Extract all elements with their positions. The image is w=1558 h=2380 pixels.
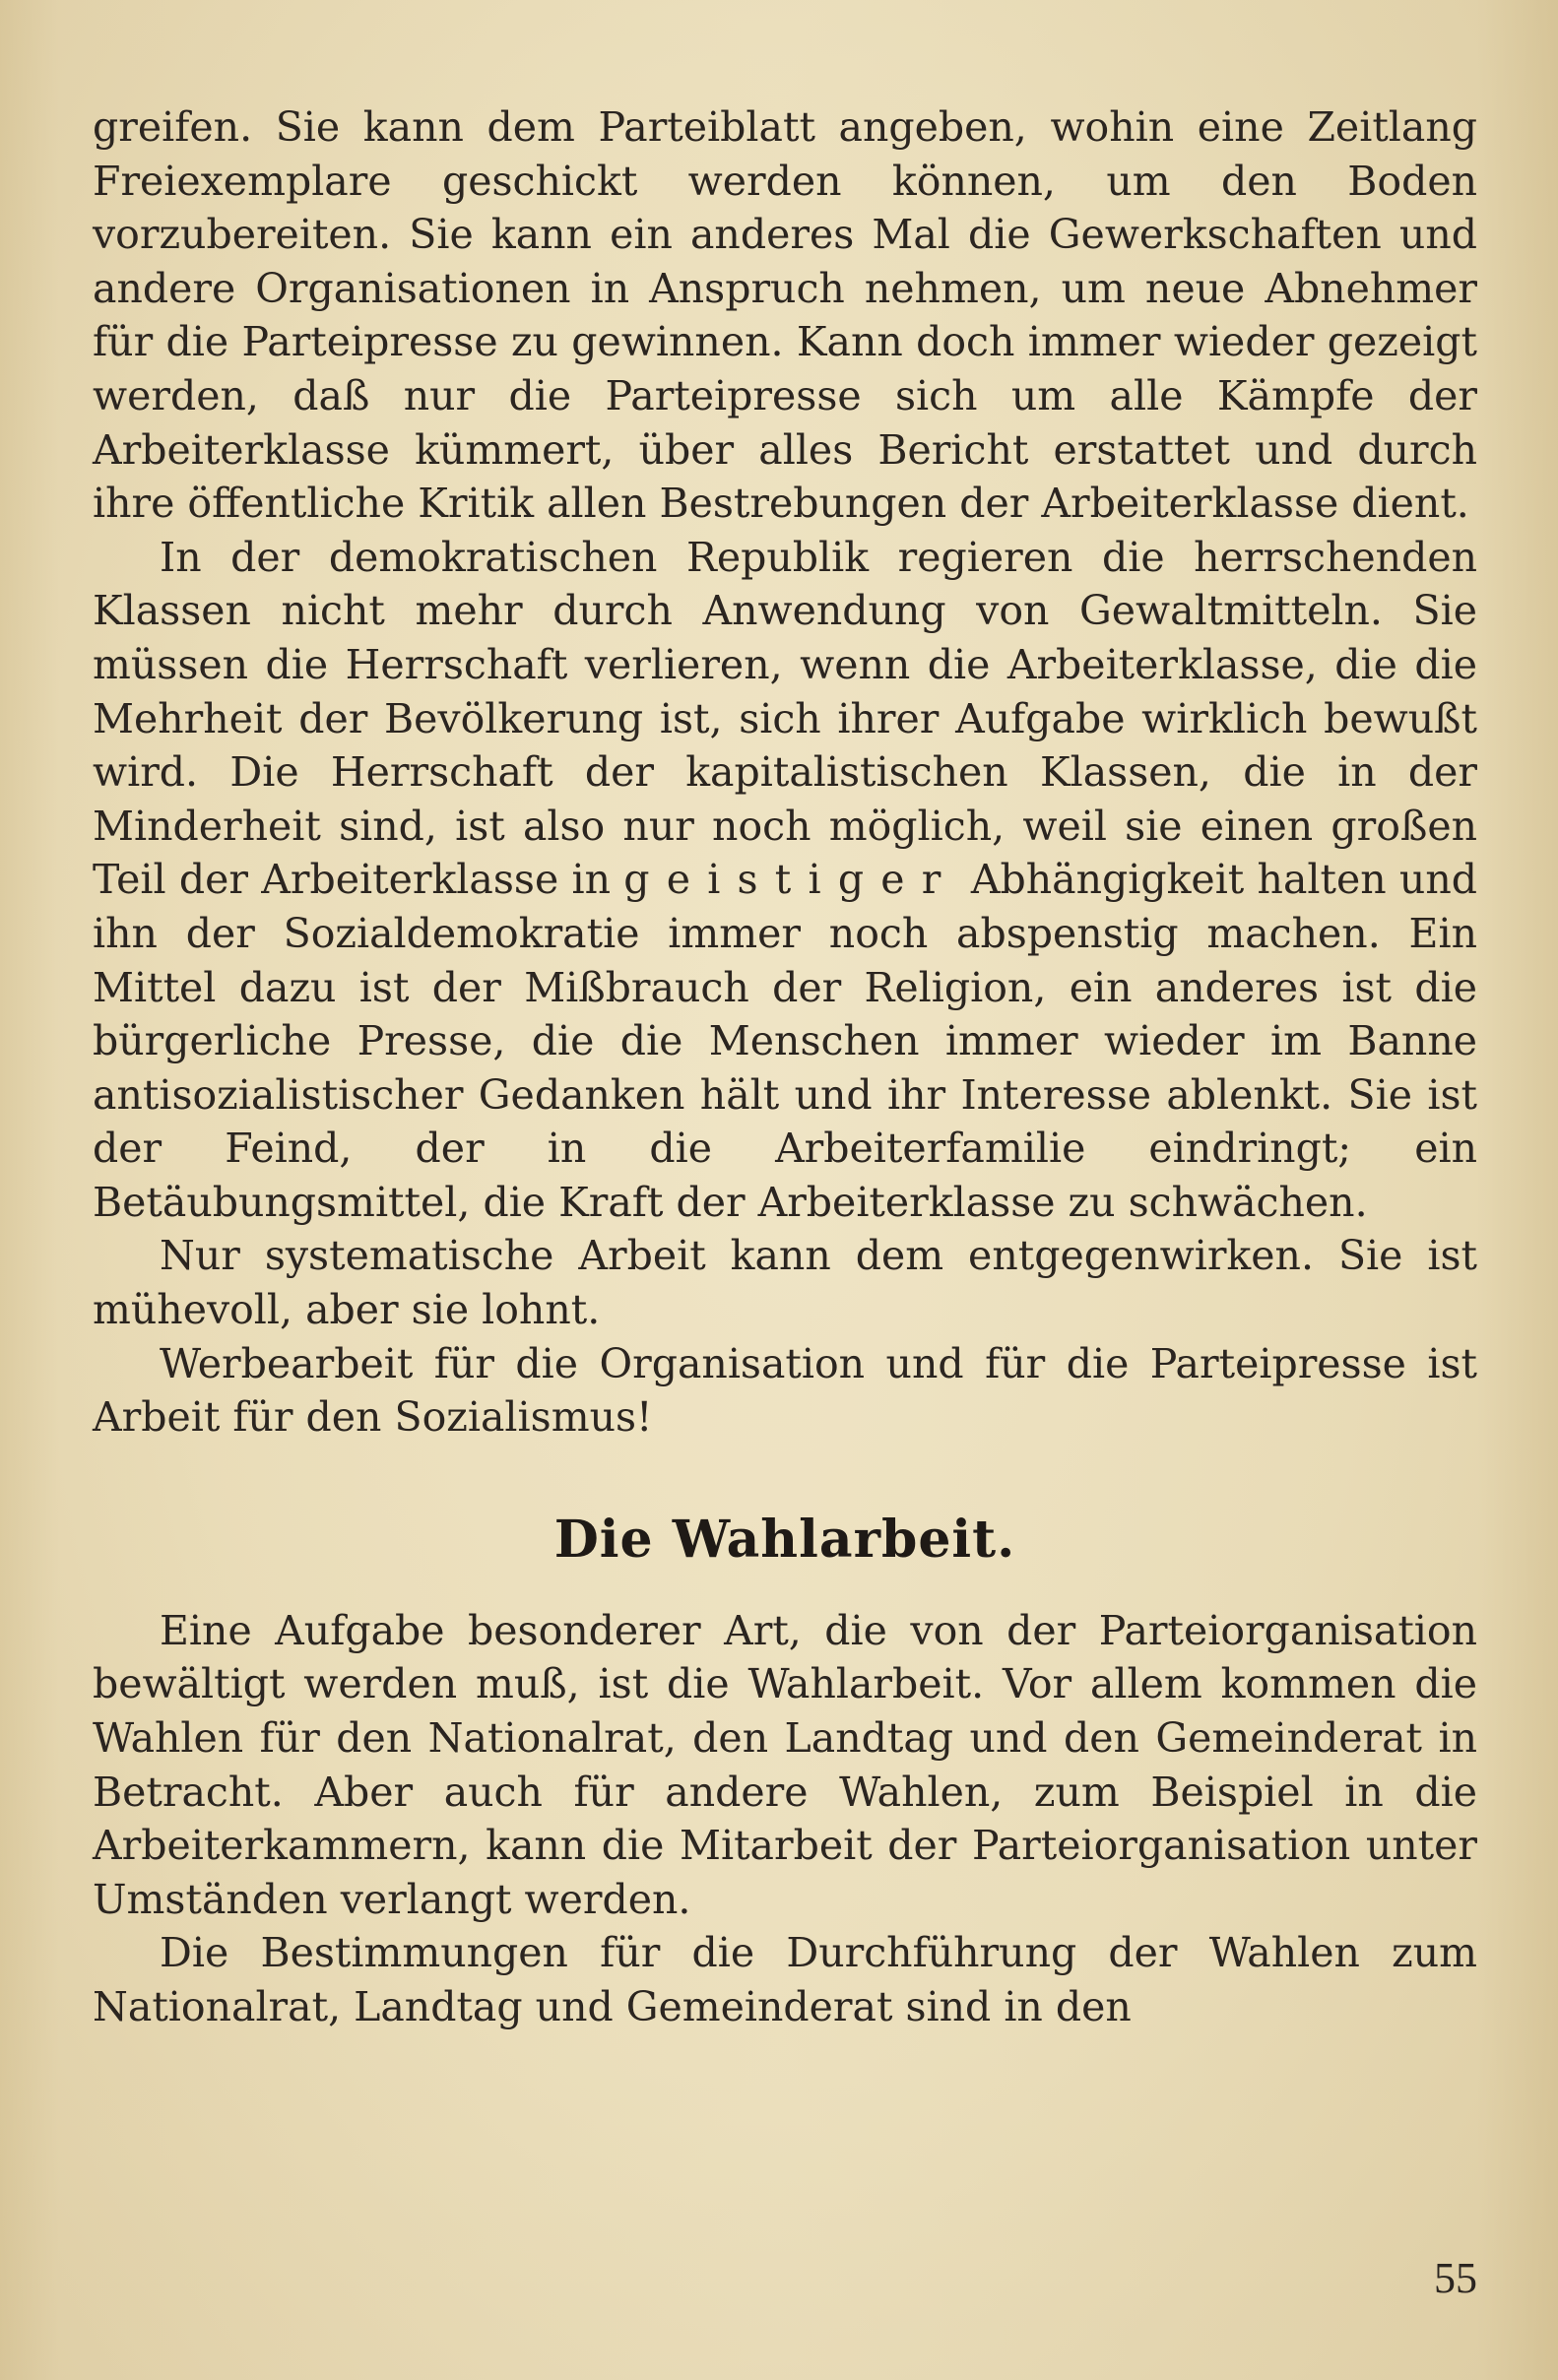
paragraph-systematic-work: Nur systematische Arbeit kann dem entgegenwirken. Sie ist mühevoll, aber sie lohnt.	[93, 1232, 1477, 1334]
emphasis-geistiger: geistiger	[623, 856, 958, 904]
paragraph-republic-part2: Abhängigkeit halten und ihn der Sozialdemokratie immer noch abspenstig machen. Ein Mittel dazu ist der Mißbrauch der Religion, ein anderes ist die bürgerliche Presse, die die Menschen immer wieder im Banne antisozialistischer Gedanken hält und ihr Interesse ablenkt. Sie ist der Feind, der in die Arbeiterfamilie eindringt; ein Betäubungsmittel, die Kraft der Arbeiterklasse zu schwächen.	[93, 856, 1477, 1226]
paragraph-bestimmungen: Die Bestimmungen für die Durchführung der Wahlen zum Nationalrat, Landtag und Gemeinderat sind in den	[93, 1929, 1477, 2030]
page-number: 55	[1434, 2254, 1477, 2302]
paragraph-continuation: greifen. Sie kann dem Parteiblatt angeben, wohin eine Zeitlang Freiexemplare geschickt werden können, um den Boden vorzubereiten. Sie kann ein anderes Mal die Gewerkschaften und andere Organisationen in Anspruch nehmen, um neue Abnehmer für die Parteipresse zu gewinnen. Kann doch immer wieder gezeigt werden, daß nur die Parteipresse sich um alle Kämpfe der Arbeiterklasse kümmert, über alles Bericht erstattet und durch ihre öffentliche Kritik allen Bestrebungen der Arbeiterklasse dient.	[93, 103, 1477, 528]
section-heading: Die Wahlarbeit.	[553, 1509, 1016, 1570]
paragraph-republic-part1: In der demokratischen Republik regieren die herrschenden Klassen nicht mehr durch Anwendung von Gewaltmitteln. Sie müssen die Herrschaft verlieren, wenn die Arbeiterklasse, die die Mehrheit der Bevölkerung ist, sich ihrer Aufgabe wirklich bewußt wird. Die Herrschaft der kapitalistischen Klassen, die in der Minderheit sind, ist also nur noch möglich, weil sie einen großen Teil der Arbeiterklasse in	[93, 533, 1477, 904]
paragraph-wahlarbeit: Eine Aufgabe besonderer Art, die von der Parteiorganisation bewältigt werden muß, ist die Wahlarbeit. Vor allem kommen die Wahlen für den Nationalrat, den Landtag und den Gemeinderat in Betracht. Aber auch für andere Wahlen, zum Beispiel in die Arbeiterkammern, kann die Mitarbeit der Parteiorganisation unter Umständen verlangt werden.	[93, 1606, 1477, 1923]
paragraph-werbearbeit: Werbearbeit für die Organisation und für die Parteipresse ist Arbeit für den Sozialismus!	[93, 1339, 1477, 1442]
body-text	[93, 100, 1477, 2034]
paragraph-republic	[93, 531, 1477, 1230]
